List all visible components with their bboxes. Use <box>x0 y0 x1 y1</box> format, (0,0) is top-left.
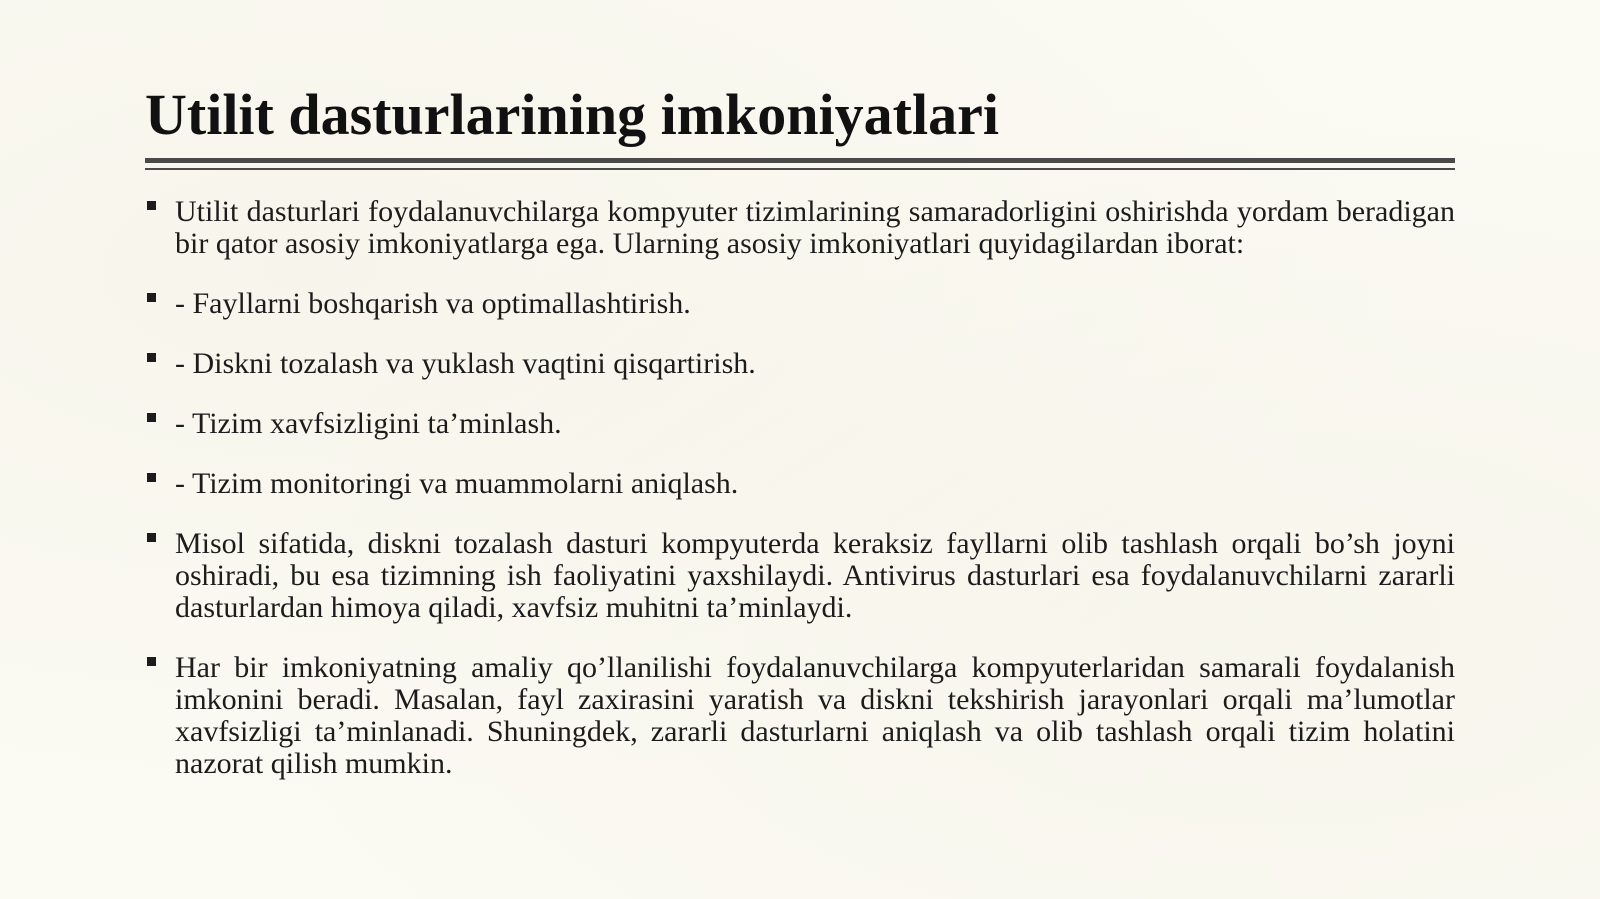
square-bullet-icon <box>147 293 156 302</box>
bullet-text: - Tizim xavfsizligini ta’minlash. <box>175 407 562 440</box>
bullet-text: Har bir imkoniyatning amaliy qo’llanilishi foydalanuvchilarga kompyuterlaridan samarali foydalanish imkonini beradi. Masalan, fayl zaxirasini yaratish va diskni tekshirish jarayonlari orqali ma’lumotlar xavfsizligi ta’minlanadi. Shuningdek, zararli dasturlarni aniqlash va olib tashlash orqali tizim holatini nazorat qilish mumkin. <box>175 651 1455 780</box>
title-divider-thin <box>145 168 1455 170</box>
square-bullet-icon <box>147 413 156 422</box>
bullet-text: Utilit dasturlari foydalanuvchilarga kompyuter tizimlarining samaradorligini oshirishda yordam beradigan bir qator asosiy imkoniyatlarga ega. Ularning asosiy imkoniyatlari quyidagilardan iborat: <box>175 195 1455 260</box>
bullet-text: Misol sifatida, diskni tozalash dasturi kompyuterda keraksiz fayllarni olib tashlash orqali bo’sh joyni oshiradi, bu esa tizimning ish faoliyatini yaxshilaydi. Antivirus dasturlari esa foydalanuvchilarni zararli dasturlardan himoya qiladi, xavfsiz muhitni ta’minlaydi. <box>175 527 1455 624</box>
square-bullet-icon <box>147 657 156 666</box>
bullet-item-security <box>145 408 1455 440</box>
square-bullet-icon <box>147 473 156 482</box>
square-bullet-icon <box>147 533 156 542</box>
bullet-text: - Diskni tozalash va yuklash vaqtini qisqartirish. <box>175 347 756 380</box>
bullet-item-file-management <box>145 288 1455 320</box>
bullet-list <box>145 196 1455 808</box>
bullet-item-example <box>145 528 1455 624</box>
slide-title: Utilit dasturlarining imkoniyatlari <box>145 82 999 147</box>
square-bullet-icon <box>147 353 156 362</box>
square-bullet-icon <box>147 201 156 210</box>
bullet-item-monitoring <box>145 468 1455 500</box>
bullet-text: - Fayllarni boshqarish va optimallashtirish. <box>175 287 691 320</box>
bullet-item-intro <box>145 196 1455 260</box>
bullet-item-disk-cleanup <box>145 348 1455 380</box>
bullet-text: - Tizim monitoringi va muammolarni aniqlash. <box>175 467 739 500</box>
title-divider-thick <box>145 158 1455 163</box>
bullet-item-practical-use <box>145 652 1455 780</box>
